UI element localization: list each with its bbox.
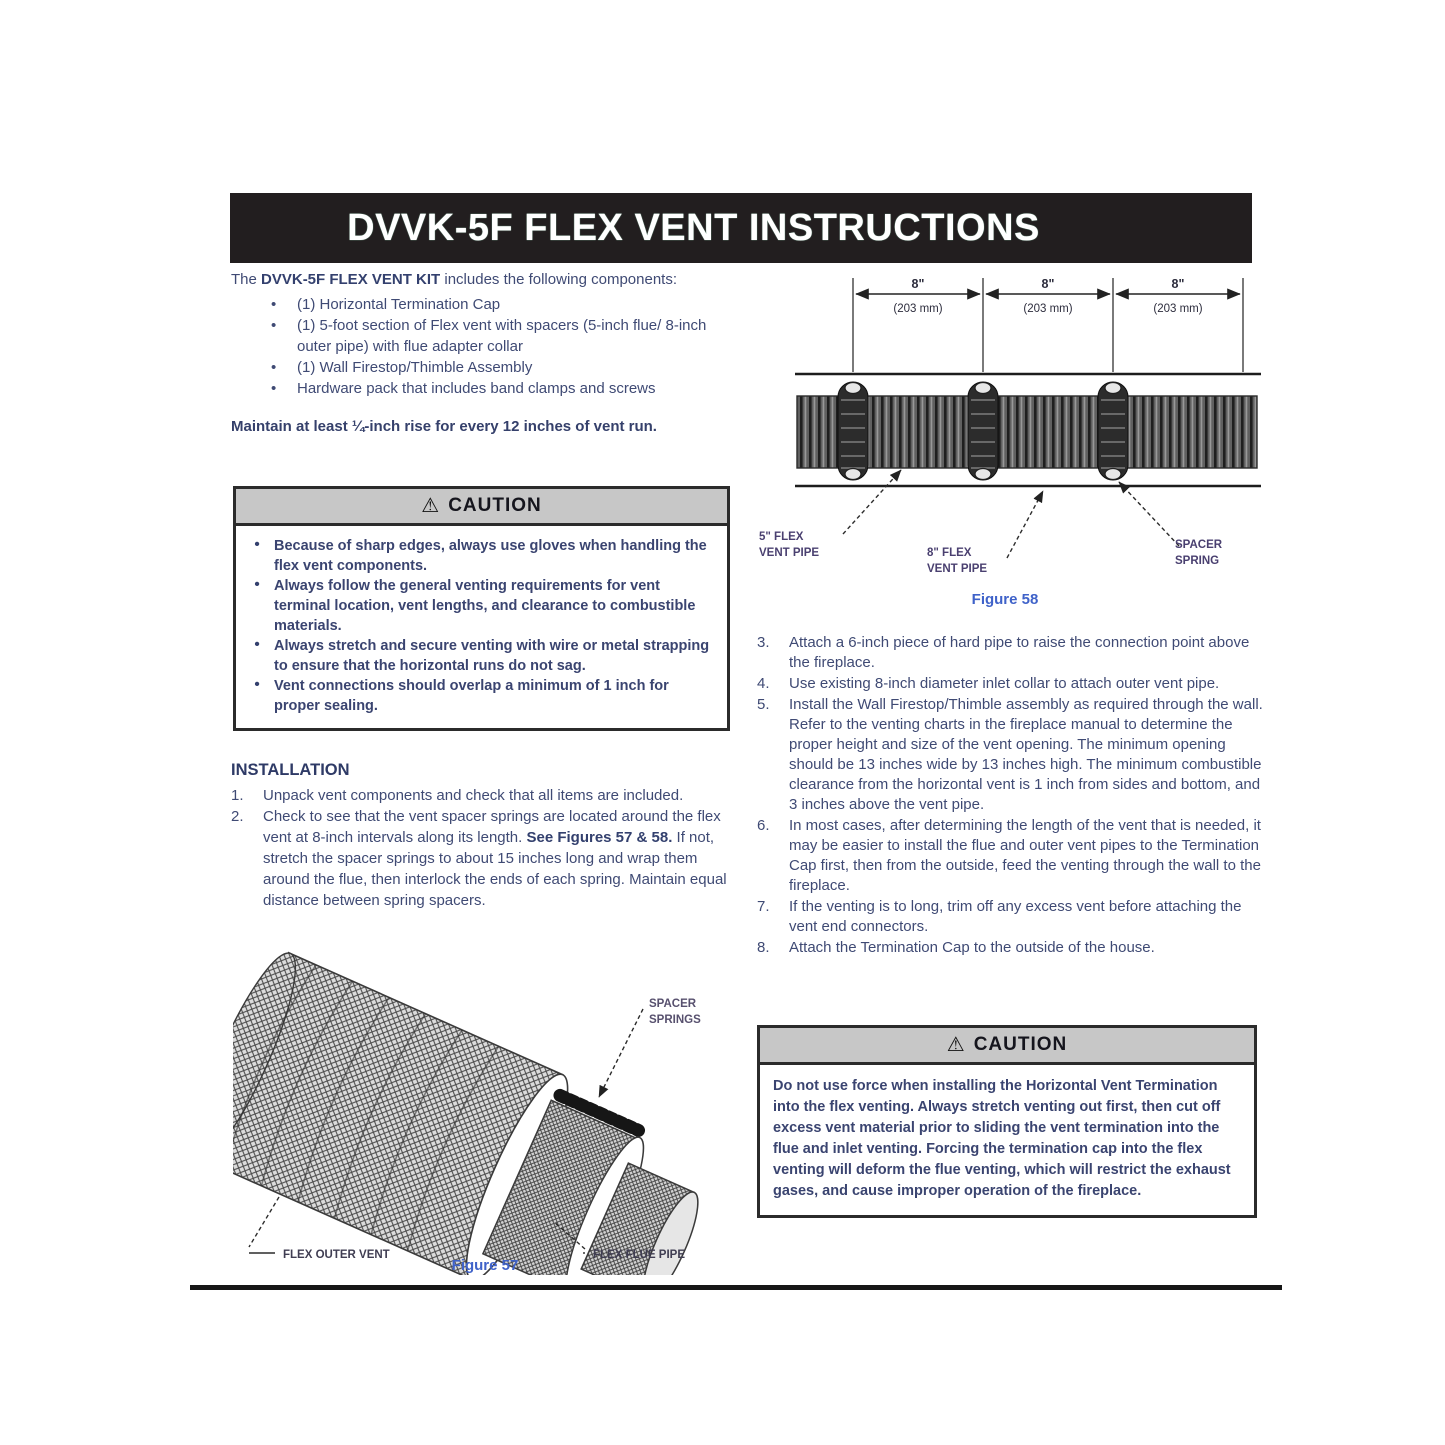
step-number: 1. <box>231 787 244 804</box>
figure-reference: See Figures 57 & 58. <box>526 829 673 846</box>
installation-section <box>231 760 735 911</box>
step-text: Check to see that the vent spacer springs are located around the flex vent at 8-inch intervals along its length. See Figures 57 & 58. If not, stretch the spacer springs to about 15 inches long and wrap them around the flue, then interlock the ends of each spring. Maintain equal distance between spring spacers. <box>263 808 727 909</box>
step-text: Attach the Termination Cap to the outside of the house. <box>789 939 1155 956</box>
caution-title: CAUTION <box>448 495 542 516</box>
caution-bullet: • Because of sharp edges, always use gloves when handling the flex vent components. <box>240 536 717 576</box>
step-number: 5. <box>757 696 770 713</box>
spacer-spring-label: SPRING <box>1175 555 1220 567</box>
dimension-inches: 8" <box>1041 277 1055 291</box>
caution-box-handling <box>233 486 730 731</box>
flex-outer-vent-label: FLEX OUTER VENT <box>283 1249 390 1261</box>
caution-header <box>760 1028 1254 1065</box>
step-number: 4. <box>757 675 770 692</box>
outer-pipe-label: VENT PIPE <box>927 563 988 575</box>
caution-box-termination <box>757 1025 1257 1218</box>
step-row <box>231 806 735 911</box>
step-number: 7. <box>757 898 770 915</box>
list-item: • (1) Wall Firestop/Thimble Assembly <box>271 359 533 376</box>
components-list <box>231 294 735 399</box>
dimension-mm: (203 mm) <box>893 303 943 315</box>
title-banner <box>230 193 1252 263</box>
warning-icon: ⚠ <box>946 1034 965 1056</box>
step-row <box>757 633 1263 673</box>
kit-name: DVVK-5F FLEX VENT KIT <box>261 271 441 288</box>
step-text: Attach a 6-inch piece of hard pipe to raise the connection point above the fireplace. <box>789 634 1250 671</box>
list-item: • (1) 5-foot section of Flex vent with spacers (5-inch flue/ 8-inch outer pipe) with flue adapter collar <box>271 317 707 355</box>
bullet-icon: • <box>254 676 260 693</box>
spacer-springs-label: SPACER <box>649 998 697 1010</box>
spacer-springs-label: SPRINGS <box>649 1014 701 1026</box>
installation-heading: INSTALLATION <box>231 761 350 779</box>
warning-icon: ⚠ <box>421 495 440 517</box>
flex-pipe-assembly <box>233 945 730 1275</box>
step-row <box>757 816 1263 896</box>
caution-title: CAUTION <box>973 1034 1068 1055</box>
step-number: 8. <box>757 939 770 956</box>
step-text: Install the Wall Firestop/Thimble assembly as required through the wall. Refer to the venting charts in the fireplace manual to determine the proper height and size of the vent opening. The minimum opening should be 13 inches wide by 13 inches high. The minimum combustible clearance from the horizontal vent is 1 inch from sides and bottom, and 3 inches above the vent pipe. <box>789 696 1263 813</box>
bullet-icon: • <box>254 536 260 553</box>
flue-pipe-label: VENT PIPE <box>759 547 820 559</box>
outer-pipe-label: 8" FLEX <box>927 547 972 559</box>
dimension-inches: 8" <box>1171 277 1185 291</box>
step-number: 2. <box>231 808 244 825</box>
intro-lead: The DVVK-5F FLEX VENT KIT includes the following components: <box>231 271 678 288</box>
caution-bullet: • Always stretch and secure venting with wire or metal strapping to ensure that the horizontal runs do not sag. <box>240 636 717 676</box>
flex-flue-pipe-label: FLEX FLUE PIPE <box>593 1249 686 1261</box>
step-row <box>757 897 1263 937</box>
caution-bullet: • Always follow the general venting requirements for vent terminal location, vent lengths, and clearance to combustible materials. <box>240 576 717 636</box>
step-row <box>757 695 1263 815</box>
step-text: Use existing 8-inch diameter inlet collar to attach outer vent pipe. <box>789 675 1220 692</box>
footer-rule <box>190 1285 1282 1290</box>
bullet-icon: • <box>254 576 260 593</box>
bullet-icon: • <box>271 359 277 376</box>
step-text: In most cases, after determining the length of the vent that is needed, it may be easier to install the flue and outer vent pipes to the Termination Cap first, then from the outside, feed the venting through the wall to the fireplace. <box>789 817 1261 894</box>
step-row <box>231 785 735 806</box>
intro-section <box>231 269 735 437</box>
list-item: • Hardware pack that includes band clamps and screws <box>271 380 656 397</box>
figure58-caption: Figure 58 <box>971 591 1039 608</box>
figure58-diagram <box>755 268 1261 618</box>
caution-header <box>236 489 727 526</box>
dimension-mm: (203 mm) <box>1023 303 1073 315</box>
caution-body: Do not use force when installing the Horizontal Vent Termination into the flex venting. Always stretch venting out first, then cut off excess vent material prior to sliding the vent termination into the flue and inlet venting. Forcing the termination cap into the flex venting will deform the flue venting, which will restrict the exhaust gases, and cause improper operation of the fireplace. <box>773 1078 1231 1199</box>
bullet-icon: • <box>271 317 277 334</box>
spacer-spring <box>1098 382 1128 480</box>
figure57-caption: Figure 57 <box>451 1257 519 1274</box>
rise-note: Maintain at least ¼-inch rise for every 12 inches of vent run. <box>231 418 657 435</box>
step-text: If the venting is to long, trim off any excess vent before attaching the vent end connectors. <box>789 898 1242 935</box>
dimension-mm: (203 mm) <box>1153 303 1203 315</box>
figure57-diagram <box>233 945 737 1275</box>
list-item: • (1) Horizontal Termination Cap <box>271 296 501 313</box>
step-number: 6. <box>757 817 770 834</box>
caution-body <box>236 526 727 728</box>
page-title: DVVK-5F FLEX VENT INSTRUCTIONS <box>347 206 1040 249</box>
flue-pipe-label: 5" FLEX <box>759 531 804 543</box>
caution-bullet: • Vent connections should overlap a minimum of 1 inch for proper sealing. <box>240 676 717 716</box>
bullet-icon: • <box>271 296 277 313</box>
bullet-icon: • <box>254 636 260 653</box>
spacer-spring <box>968 382 998 480</box>
step-text: Unpack vent components and check that all items are included. <box>263 787 684 804</box>
step-row <box>757 674 1263 694</box>
step-row <box>757 938 1263 958</box>
spacer-spring-label: SPACER <box>1175 539 1223 551</box>
dimension-inches: 8" <box>911 277 925 291</box>
installation-steps-right <box>757 633 1263 959</box>
spacer-spring <box>838 382 868 480</box>
step-number: 3. <box>757 634 770 651</box>
bullet-icon: • <box>271 380 277 397</box>
